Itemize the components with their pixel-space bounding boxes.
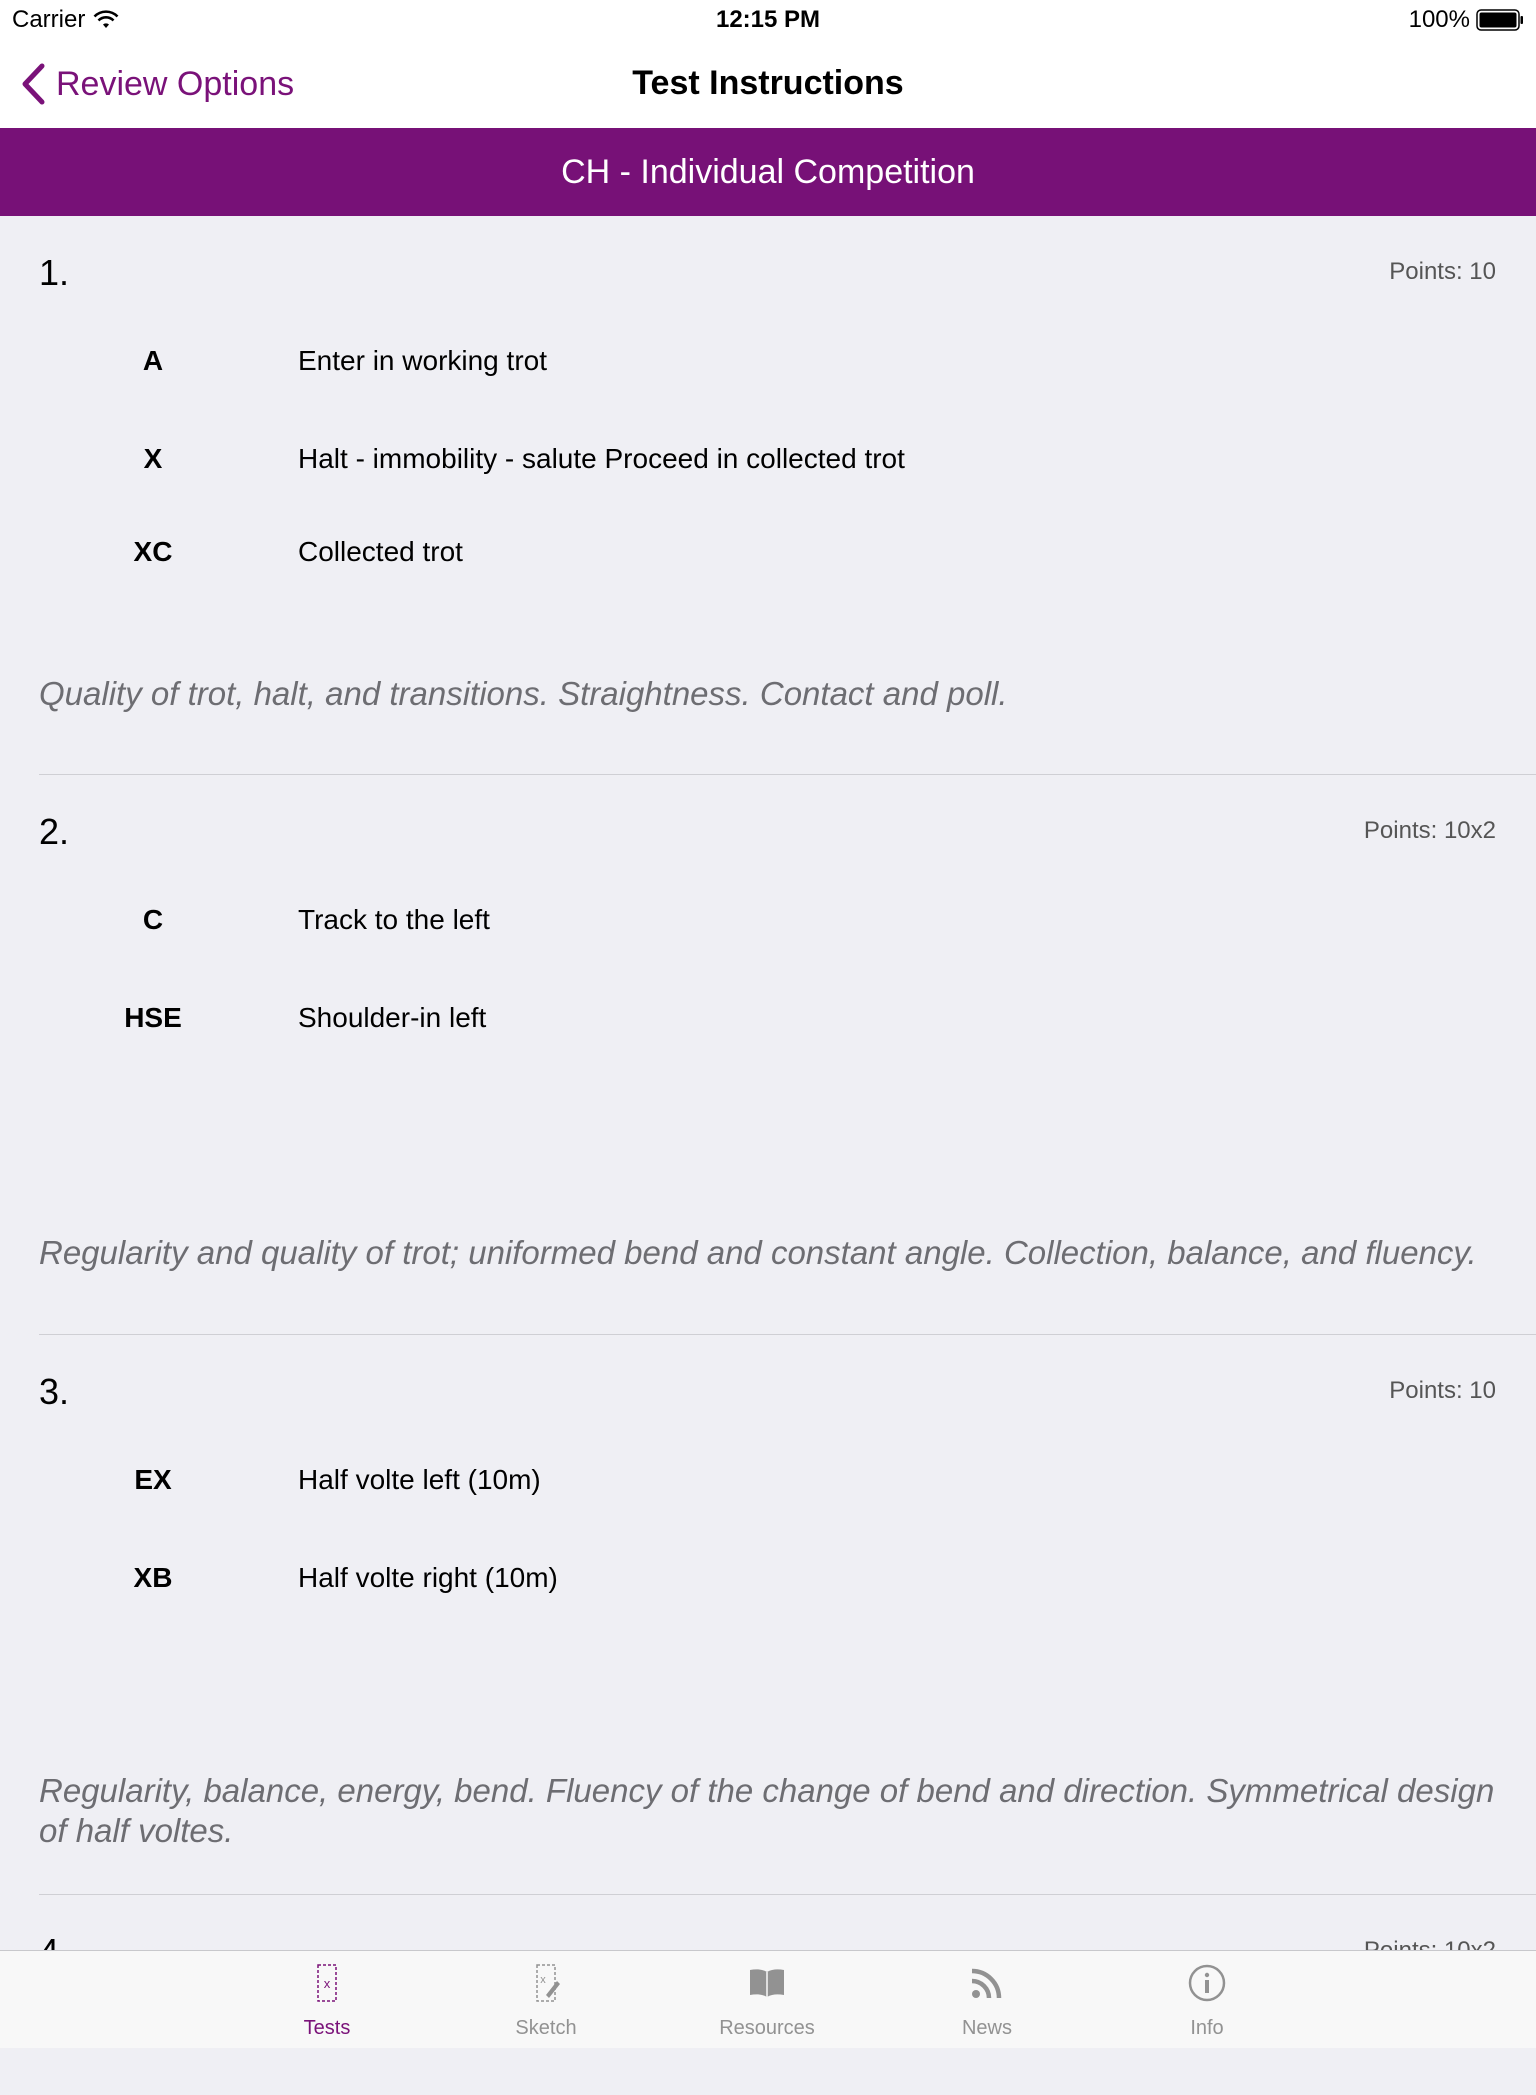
movement-description: Track to the left <box>298 904 490 935</box>
movement-letter: XB <box>133 1562 173 1593</box>
status-bar <box>0 0 1536 40</box>
exercise-number: 1. <box>39 252 70 293</box>
battery-icon <box>1476 9 1524 31</box>
page-title: Test Instructions <box>632 64 904 102</box>
tab-label: Sketch <box>515 2017 577 2039</box>
movement-row <box>0 1562 1536 1602</box>
instructions-list[interactable] <box>0 216 1536 1950</box>
navigation-bar <box>0 40 1536 128</box>
test-name-header <box>0 128 1536 216</box>
movement-description: Collected trot <box>298 536 463 567</box>
test-name: CH - Individual Competition <box>561 152 975 191</box>
sketch-icon <box>526 1963 566 2003</box>
tab-label: Info <box>1190 2017 1224 2039</box>
movement-row <box>0 443 1536 483</box>
movement-description: Halt - immobility - salute Proceed in collected trot <box>298 443 905 474</box>
back-button-label: Review Options <box>56 64 295 103</box>
battery-indicator <box>1409 6 1524 34</box>
movement-description: Enter in working trot <box>298 345 547 376</box>
exercise-points: Points: 10 <box>1389 1377 1496 1404</box>
svg-text:x: x <box>540 1974 546 1986</box>
movement-letter: C <box>142 904 164 935</box>
exercise-points: Points: 10x2 <box>1363 817 1496 844</box>
movement-letter: HSE <box>124 1002 182 1033</box>
exercise-item <box>0 775 1536 1335</box>
exercise-item <box>0 216 1536 775</box>
battery-percent: 100% <box>1408 6 1470 33</box>
clock: 12:15 PM <box>715 6 821 33</box>
movement-row <box>0 1002 1536 1042</box>
exercise-comment: Quality of trot, halt, and transitions. Straightness. Contact and poll. <box>39 675 1008 712</box>
movement-row <box>0 345 1536 385</box>
exercise-number: 3. <box>39 1371 70 1412</box>
movement-letter: EX <box>134 1464 172 1495</box>
tab-label: News <box>961 2017 1012 2039</box>
tab-label: Resources <box>719 2017 815 2039</box>
movement-letter: A <box>142 345 164 376</box>
exercise-number: 2. <box>39 811 70 852</box>
svg-text:x: x <box>323 1976 331 1991</box>
movement-description: Shoulder-in left <box>298 1002 487 1033</box>
movement-letter: X <box>143 443 163 474</box>
movement-description: Half volte left (10m) <box>298 1464 541 1495</box>
tab-tests[interactable] <box>252 1951 402 2049</box>
movement-row <box>0 536 1536 576</box>
exercise-comment: Regularity and quality of trot; uniformed bend and constant angle. Collection, balance, and fluency. <box>39 1234 1477 1271</box>
carrier-label: Carrier <box>12 6 86 33</box>
movement-row <box>0 904 1536 944</box>
tab-label: Tests <box>303 2017 351 2039</box>
exercise-comment: Regularity, balance, energy, bend. Fluency of the change of bend and direction. Symmetrical design of half voltes. <box>39 1772 1495 1849</box>
rss-icon <box>967 1963 1007 2003</box>
exercise-points: Points: 10 <box>1389 258 1496 285</box>
book-icon <box>747 1963 787 2003</box>
tab-sketch[interactable] <box>471 1951 621 2049</box>
info-icon <box>1187 1963 1227 2003</box>
movement-letter: XC <box>133 536 173 567</box>
tests-icon <box>307 1963 347 2003</box>
movement-row <box>0 1464 1536 1504</box>
movement-description: Half volte right (10m) <box>298 1562 558 1593</box>
tab-info[interactable] <box>1132 1951 1282 2049</box>
tab-bar <box>0 1950 1536 2048</box>
tab-resources[interactable] <box>692 1951 842 2049</box>
exercise-item <box>0 1335 1536 1895</box>
tab-news[interactable] <box>912 1951 1062 2049</box>
